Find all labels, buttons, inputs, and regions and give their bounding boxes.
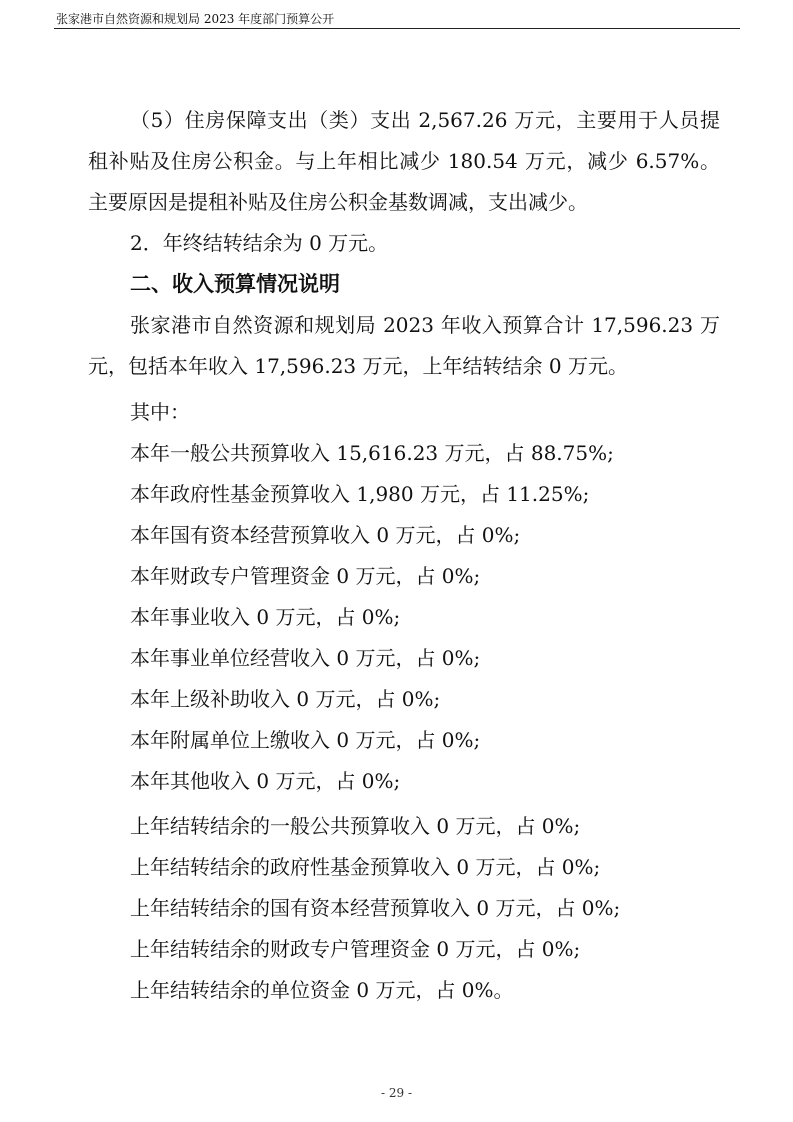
- income-item: 本年附属单位上缴收入 0 万元，占 0%;: [130, 728, 481, 752]
- income-item: 本年其他收入 0 万元，占 0%;: [130, 769, 401, 793]
- income-item: 本年国有资本经营预算收入 0 万元，占 0%;: [130, 523, 521, 547]
- housing-expense-paragraph: （5）住房保障支出（类）支出 2,567.26 万元，主要用于人员提租补贴及住房公积金。与上年相比减少 180.54 万元，减少 6.57%。主要原因是提租补贴及住房公积金基数调减，支出减少。: [88, 108, 720, 214]
- income-item: 上年结转结余的一般公共预算收入 0 万元，占 0%;: [130, 814, 581, 838]
- income-section-heading: 二、收入预算情况说明: [130, 272, 340, 296]
- income-item: 上年结转结余的国有资本经营预算收入 0 万元，占 0%;: [130, 896, 621, 920]
- header-divider: [54, 28, 740, 29]
- income-item: 本年上级补助收入 0 万元，占 0%;: [130, 687, 441, 711]
- income-total-paragraph: 张家港市自然资源和规划局 2023 年收入预算合计 17,596.23 万元，包括本年收入 17,596.23 万元，上年结转结余 0 万元。: [88, 313, 720, 378]
- income-item: 上年结转结余的财政专户管理资金 0 万元，占 0%;: [130, 937, 581, 961]
- income-item: 本年事业单位经营收入 0 万元，占 0%;: [130, 646, 481, 670]
- among-label: 其中：: [130, 400, 190, 424]
- income-item: 本年财政专户管理资金 0 万元，占 0%;: [130, 564, 481, 588]
- income-item: 上年结转结余的政府性基金预算收入 0 万元，占 0%;: [130, 855, 601, 879]
- page-number: - 29 -: [380, 1086, 412, 1100]
- income-item: 本年政府性基金预算收入 1,980 万元，占 11.25%;: [130, 482, 590, 506]
- document-header-title: 张家港市自然资源和规划局 2023 年度部门预算公开: [56, 12, 335, 26]
- income-item: 本年一般公共预算收入 15,616.23 万元，占 88.75%;: [130, 441, 614, 465]
- income-item: 上年结转结余的单位资金 0 万元，占 0%。: [130, 978, 514, 1002]
- income-item: 本年事业收入 0 万元，占 0%;: [130, 605, 401, 629]
- carryover-paragraph: 2．年终结转结余为 0 万元。: [130, 231, 389, 255]
